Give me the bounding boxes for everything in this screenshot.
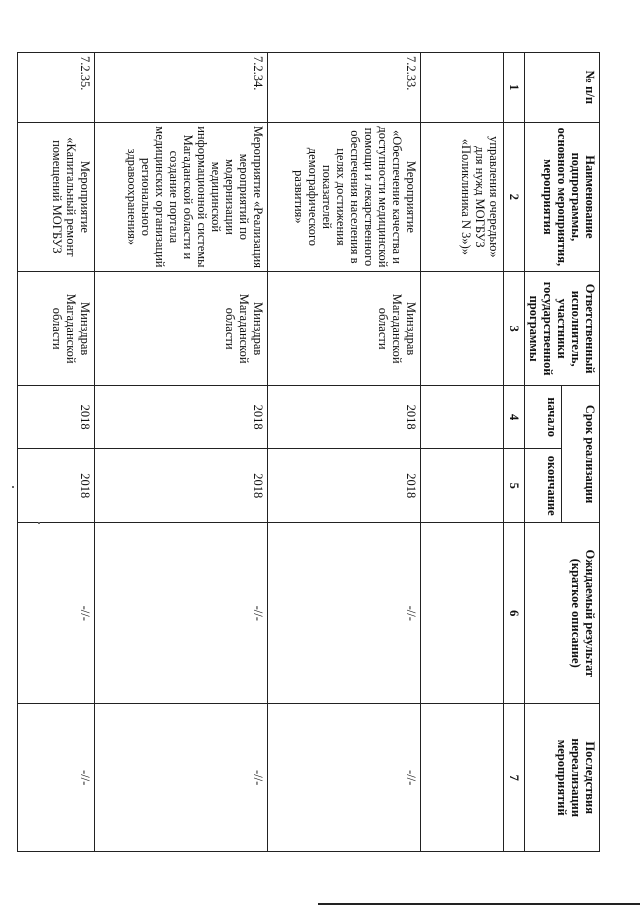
row-executor: Минздрав Магаданской области <box>268 272 421 386</box>
row-end: 2018 <box>95 449 268 523</box>
row-num: 7.2.33. <box>268 53 421 123</box>
row-num: 7.2.35. <box>18 53 95 123</box>
column-number: 4 <box>504 386 525 449</box>
row-name: Мероприятие «Реализация мероприятий по модернизации медицинской информационной системы Магаданской области и создание портала медицинских организаций регионального здравоохранения» <box>95 122 268 272</box>
row-consequences: -//- <box>18 704 95 852</box>
table-row <box>95 53 268 852</box>
row-executor: Минздрав Магаданской области <box>95 272 268 386</box>
row-end: 2018 <box>268 449 421 523</box>
column-numbers-row <box>504 53 525 852</box>
row-start: 2018 <box>268 386 421 449</box>
header-result: Ожидаемый результат (краткое описание) <box>525 523 600 704</box>
header-name: Наименование подпрограммы, основного мероприятия, мероприятия <box>525 122 600 272</box>
row-executor: Минздрав Магаданской области <box>18 272 95 386</box>
row-start: 2018 <box>95 386 268 449</box>
row-end <box>421 449 504 523</box>
row-consequences: -//- <box>95 704 268 852</box>
row-result: -//- <box>18 523 95 704</box>
header-num: № п/п <box>525 53 600 123</box>
row-result <box>421 523 504 704</box>
row-num <box>421 53 504 123</box>
row-name: Мероприятие «Капитальный ремонт помещений МОГБУЗ <box>18 122 95 272</box>
rotated-table-wrapper <box>40 52 600 852</box>
column-number: 3 <box>504 272 525 386</box>
table-row <box>18 53 95 852</box>
row-result: -//- <box>95 523 268 704</box>
column-number: 2 <box>504 122 525 272</box>
row-name: управления очередью» для нужд МОГБУЗ «Поликлиника N 3»)» <box>421 122 504 272</box>
column-number: 1 <box>504 53 525 123</box>
table-row <box>421 53 504 852</box>
row-executor <box>421 272 504 386</box>
row-num: 7.2.34. <box>95 53 268 123</box>
column-number: 5 <box>504 449 525 523</box>
header-row <box>562 53 600 852</box>
header-executor: Ответственный исполнитель, участники государственной программы <box>525 272 600 386</box>
column-number: 6 <box>504 523 525 704</box>
column-number: 7 <box>504 704 525 852</box>
program-table <box>17 52 600 852</box>
row-consequences <box>421 704 504 852</box>
row-consequences: -//- <box>268 704 421 852</box>
header-period: Срок реализации <box>562 386 600 523</box>
row-start: 2018 <box>18 386 95 449</box>
scan-speck <box>12 486 14 488</box>
scan-speck <box>38 522 40 524</box>
header-consequences: Последствия нереализации мероприятий <box>525 704 600 852</box>
row-end: 2018 <box>18 449 95 523</box>
row-name: Мероприятие «Обеспечение качества и доступности медицинской помощи и лекарственного обеспечения населения в целях достижения показателей демографического развития» <box>268 122 421 272</box>
header-start: начало <box>525 386 563 449</box>
table-row <box>268 53 421 852</box>
row-result: -//- <box>268 523 421 704</box>
header-end: окончание <box>525 449 563 523</box>
row-start <box>421 386 504 449</box>
